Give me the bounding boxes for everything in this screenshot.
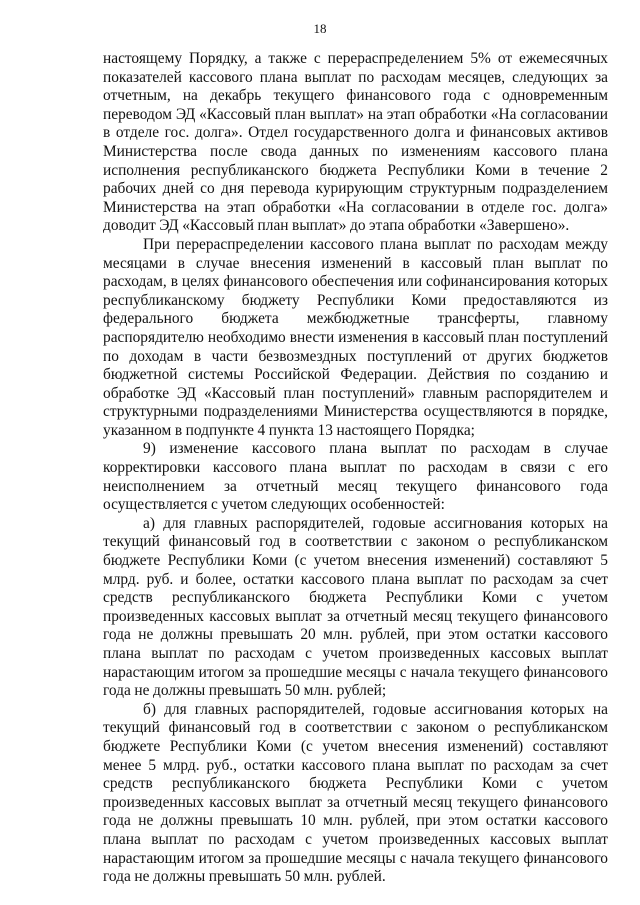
paragraph-item-9: 9) изменение кассового плана выплат по расходам в случае корректировки кассового плана выплат по расходам в связи с его неисполнением за отчетный месяц текущего финансового года осуществляется с учетом следующих особенностей: bbox=[103, 440, 608, 514]
paragraph-subitem-b: б) для главных распорядителей, годовые ассигнования которых на текущий финансовый год в соответствии с законом о республиканском бюджете Республики Коми (с учетом внесения изменений) составляют менее 5 млрд. руб., остатки кассового плана выплат по расходам за счет средств республиканского бюджета Республики Коми с учетом произведенных кассовых выплат за отчетный месяц текущего финансового года не должны превышать 10 млн. рублей, при этом остатки кассового плана выплат по расходам с учетом произведенных кассовых выплат нарастающим итогом за прошедшие месяцы с начала текущего финансового года не должны превышать 50 млн. рублей. bbox=[103, 700, 608, 886]
paragraph-continuation: настоящему Порядку, а также с перераспределением 5% от ежемесячных показателей кассового плана выплат по расходам месяцев, следующих за отчетным, на декабрь текущего финансового года с одновременным переводом ЭД «Кассовый план выплат» на этап обработки «На согласовании в отделе гос. долга». Отдел государственного долга и финансовых активов Министерства после свода данных по изменениям кассового плана исполнения республиканского бюджета Республики Коми в течение 2 рабочих дней со дня перевода курирующим структурным подразделением Министерства на этап обработки «На согласовании в отделе гос. долга» доводит ЭД «Кассовый план выплат» до этапа обработки «Завершено». bbox=[103, 50, 608, 235]
document-body bbox=[103, 50, 608, 887]
paragraph-redistribution: При перераспределении кассового плана выплат по расходам между месяцами в случае внесения изменений в кассовый план выплат по расходам, в целях финансового обеспечения или софинансирования которых республиканскому бюджету Республики Коми предоставляются из федерального бюджета межбюджетные трансферты, главному распорядителю необходимо внести изменения в кассовый план поступлений по доходам в части безвозмездных поступлений от других бюджетов бюджетной системы Российской Федерации. Действия по созданию и обработке ЭД «Кассовый план поступлений» главным распорядителем и структурными подразделениями Министерства осуществляются в порядке, указанном в подпункте 4 пункта 13 настоящего Порядка; bbox=[103, 235, 608, 439]
paragraph-subitem-a: а) для главных распорядителей, годовые ассигнования которых на текущий финансовый год в соответствии с законом о республиканском бюджете Республики Коми (с учетом внесения изменений) составляют 5 млрд. руб. и более, остатки кассового плана выплат по расходам за счет средств республиканского бюджета Республики Коми с учетом произведенных кассовых выплат за отчетный месяц текущего финансового года не должны превышать 20 млн. рублей, при этом остатки кассового плана выплат по расходам с учетом произведенных кассовых выплат нарастающим итогом за прошедшие месяцы с начала текущего финансового года не должны превышать 50 млн. рублей; bbox=[103, 514, 608, 700]
page-number: 18 bbox=[313, 21, 327, 36]
